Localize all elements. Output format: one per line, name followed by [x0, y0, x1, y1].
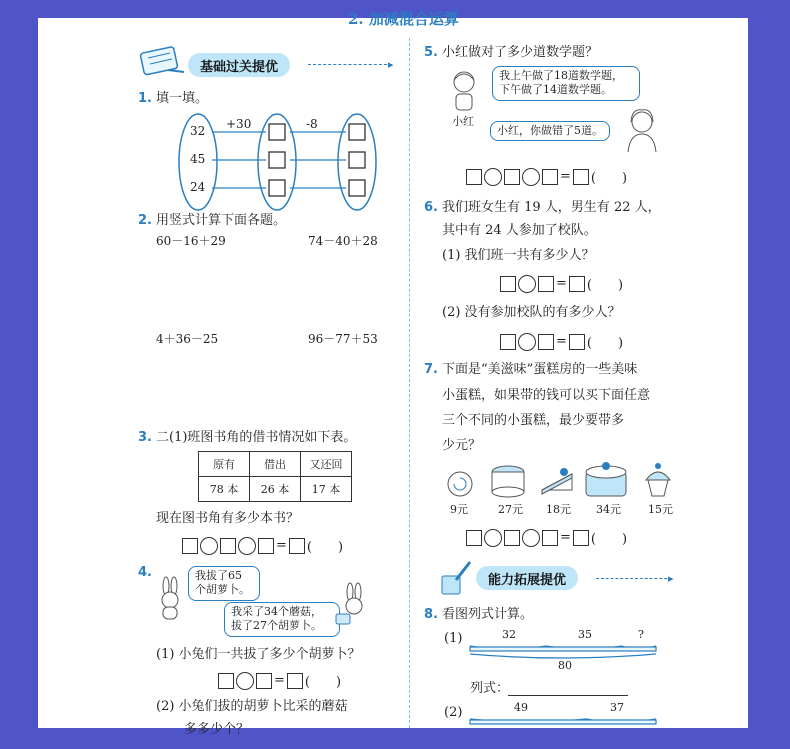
banner-arrow-head-2: ▸ [668, 572, 674, 585]
operator-circle[interactable] [518, 333, 536, 351]
answer-box[interactable] [573, 169, 589, 185]
q6-line1: 我们班女生有 19 人，男生有 22 人， [442, 200, 661, 215]
q6-equation-1: = ( ) [500, 274, 623, 293]
worksheet-page [38, 10, 748, 737]
q8-part1-label: (1) [444, 631, 463, 646]
answer-box[interactable] [569, 334, 585, 350]
answer-box[interactable] [289, 538, 305, 554]
q5-equation: = ( ) [466, 167, 627, 186]
table-header: 借出 [250, 452, 301, 477]
q4-bubble-1: 我拔了65 个胡萝卜。 [188, 566, 260, 601]
q4-number: 4. [138, 565, 152, 580]
q1-text: 填一填。 [156, 91, 209, 106]
q8-text: 看图列式计算。 [442, 607, 534, 622]
q2-number: 2. [138, 213, 152, 228]
operator-circle[interactable] [484, 168, 502, 186]
table-header: 原有 [199, 452, 250, 477]
q6-line2: 其中有 24 人参加了校队。 [442, 223, 597, 238]
page-title: 2. 加减混合运算 [348, 10, 459, 28]
q4-sub1: (1) 小兔们一共拔了多少个胡萝卜？ [156, 647, 361, 662]
q8-part1-answer-line[interactable] [508, 695, 628, 696]
unit-paren: ( ) [590, 171, 628, 186]
library-table [198, 451, 352, 502]
q7-line4: 少元？ [442, 438, 482, 453]
q8-part1-formula: 列式： [470, 681, 510, 696]
operator-circle[interactable] [200, 537, 218, 555]
cake-price-1: 9元 [450, 503, 468, 516]
q5-bubble-1: 我上午做了18道数学题， 下午做了14道数学题。 [492, 66, 640, 101]
q8-part2-diagram [468, 715, 662, 728]
cake-price-3: 18元 [546, 503, 571, 516]
q3-equation: = ( ) [182, 536, 343, 555]
section-banner-basic: 基础过关提优 [188, 53, 290, 77]
q8-part1-total: 80 [558, 659, 572, 672]
answer-box[interactable] [256, 673, 272, 689]
q1-input-1: 32 [190, 124, 206, 138]
q1-op-2: -8 [306, 117, 318, 131]
banner-arrow-head: ▸ [388, 58, 394, 71]
q5-bubble-2: 小红，你做错了5道。 [490, 121, 610, 141]
q2-expr-2: 74－40＋28 [308, 234, 378, 248]
q8-part1-top-1: 32 [502, 628, 516, 641]
q6-sub1: (1) 我们班一共有多少人？ [442, 248, 595, 263]
cake-slice-icon [538, 464, 576, 498]
q2-text: 用竖式计算下面各题。 [156, 213, 287, 228]
answer-box[interactable] [182, 538, 198, 554]
unit-paren: ( ) [590, 532, 628, 547]
q4-sub2: (2) 小兔们拔的胡萝卜比采的蘑菇 [156, 699, 348, 714]
answer-box[interactable] [466, 530, 482, 546]
q7-equation: = ( ) [466, 528, 627, 547]
operator-circle[interactable] [518, 275, 536, 293]
q6-number: 6. [424, 200, 438, 215]
q7-line1: 下面是“美滋味”蛋糕房的一些美味 [442, 362, 638, 377]
answer-box[interactable] [542, 530, 558, 546]
q4-bubble-2: 我采了34个蘑菇， 拔了27个胡萝卜。 [224, 602, 340, 637]
operator-circle[interactable] [236, 672, 254, 690]
answer-box[interactable] [500, 334, 516, 350]
cake-price-4: 34元 [596, 503, 621, 516]
table-cell: 26 本 [250, 477, 301, 502]
q3-number: 3. [138, 430, 152, 445]
answer-box[interactable] [220, 538, 236, 554]
banner-arrow-2 [596, 578, 672, 579]
q2-expr-4: 96－77＋53 [308, 332, 378, 346]
answer-box[interactable] [538, 334, 554, 350]
answer-box[interactable] [218, 673, 234, 689]
rabbit-basket-icon [334, 584, 370, 630]
unit-paren: ( ) [304, 675, 342, 690]
q8-part1-top-3: ? [638, 628, 644, 641]
q6-equation-2: = ( ) [500, 332, 623, 351]
q8-number: 8. [424, 607, 438, 622]
cake-round-icon [488, 462, 528, 498]
q7-line3: 三个不同的小蛋糕，最少要带多 [442, 413, 625, 428]
answer-box[interactable] [569, 276, 585, 292]
paint-icon [436, 558, 476, 598]
q2-expr-3: 4＋36－25 [156, 332, 219, 346]
banner-arrow [308, 64, 392, 65]
operator-circle[interactable] [238, 537, 256, 555]
cake-price-2: 27元 [498, 503, 523, 516]
answer-box[interactable] [287, 673, 303, 689]
table-cell: 17 本 [301, 477, 352, 502]
cake-price-5: 15元 [648, 503, 673, 516]
q7-line2: 小蛋糕，如果带的钱可以买下面任意 [442, 388, 651, 403]
table-header: 又还回 [301, 452, 352, 477]
q3-text: 二(1)班图书角的借书情况如下表。 [156, 430, 357, 445]
q8-part1-top-2: 35 [578, 628, 592, 641]
answer-box[interactable] [542, 169, 558, 185]
rabbit-icon [152, 578, 188, 622]
q5-number: 5. [424, 45, 438, 60]
operator-circle[interactable] [522, 168, 540, 186]
q5-text: 小红做对了多少道数学题？ [442, 45, 599, 60]
cupcake-icon [642, 460, 674, 500]
operator-circle[interactable] [484, 529, 502, 547]
girl-icon [446, 68, 482, 114]
unit-paren: ( ) [306, 540, 344, 555]
q4-equation: = ( ) [218, 671, 341, 690]
answer-box[interactable] [573, 530, 589, 546]
q1-op-1: +30 [226, 117, 252, 131]
operator-circle[interactable] [522, 529, 540, 547]
answer-box[interactable] [466, 169, 482, 185]
q4-sub2-cont: 多多少个？ [184, 722, 250, 737]
book-icon [138, 44, 186, 78]
q7-number: 7. [424, 362, 438, 377]
q8-part2-top-2: 37 [610, 701, 624, 714]
q1-input-3: 24 [190, 180, 206, 194]
q3-question: 现在图书角有多少本书？ [156, 511, 300, 526]
q2-expr-1: 60－16＋29 [156, 234, 226, 248]
q6-sub2: (2) 没有参加校队的有多少人？ [442, 305, 621, 320]
answer-box[interactable] [504, 530, 520, 546]
q8-part2-label: (2) [444, 705, 463, 720]
q5-girl-name: 小红 [452, 115, 474, 128]
cake-decorated-icon [582, 458, 630, 500]
section-banner-advanced: 能力拓展提优 [476, 566, 578, 590]
answer-box[interactable] [500, 276, 516, 292]
cake-roll-icon [444, 468, 476, 498]
answer-box[interactable] [538, 276, 554, 292]
column-divider [409, 38, 410, 728]
q1-input-2: 45 [190, 152, 206, 166]
unit-paren: ( ) [586, 278, 624, 293]
teacher-icon [622, 106, 662, 152]
unit-paren: ( ) [586, 336, 624, 351]
q8-part2-top-1: 49 [514, 701, 528, 714]
table-cell: 78 本 [199, 477, 250, 502]
q1-number: 1. [138, 91, 152, 106]
answer-box[interactable] [504, 169, 520, 185]
answer-box[interactable] [258, 538, 274, 554]
